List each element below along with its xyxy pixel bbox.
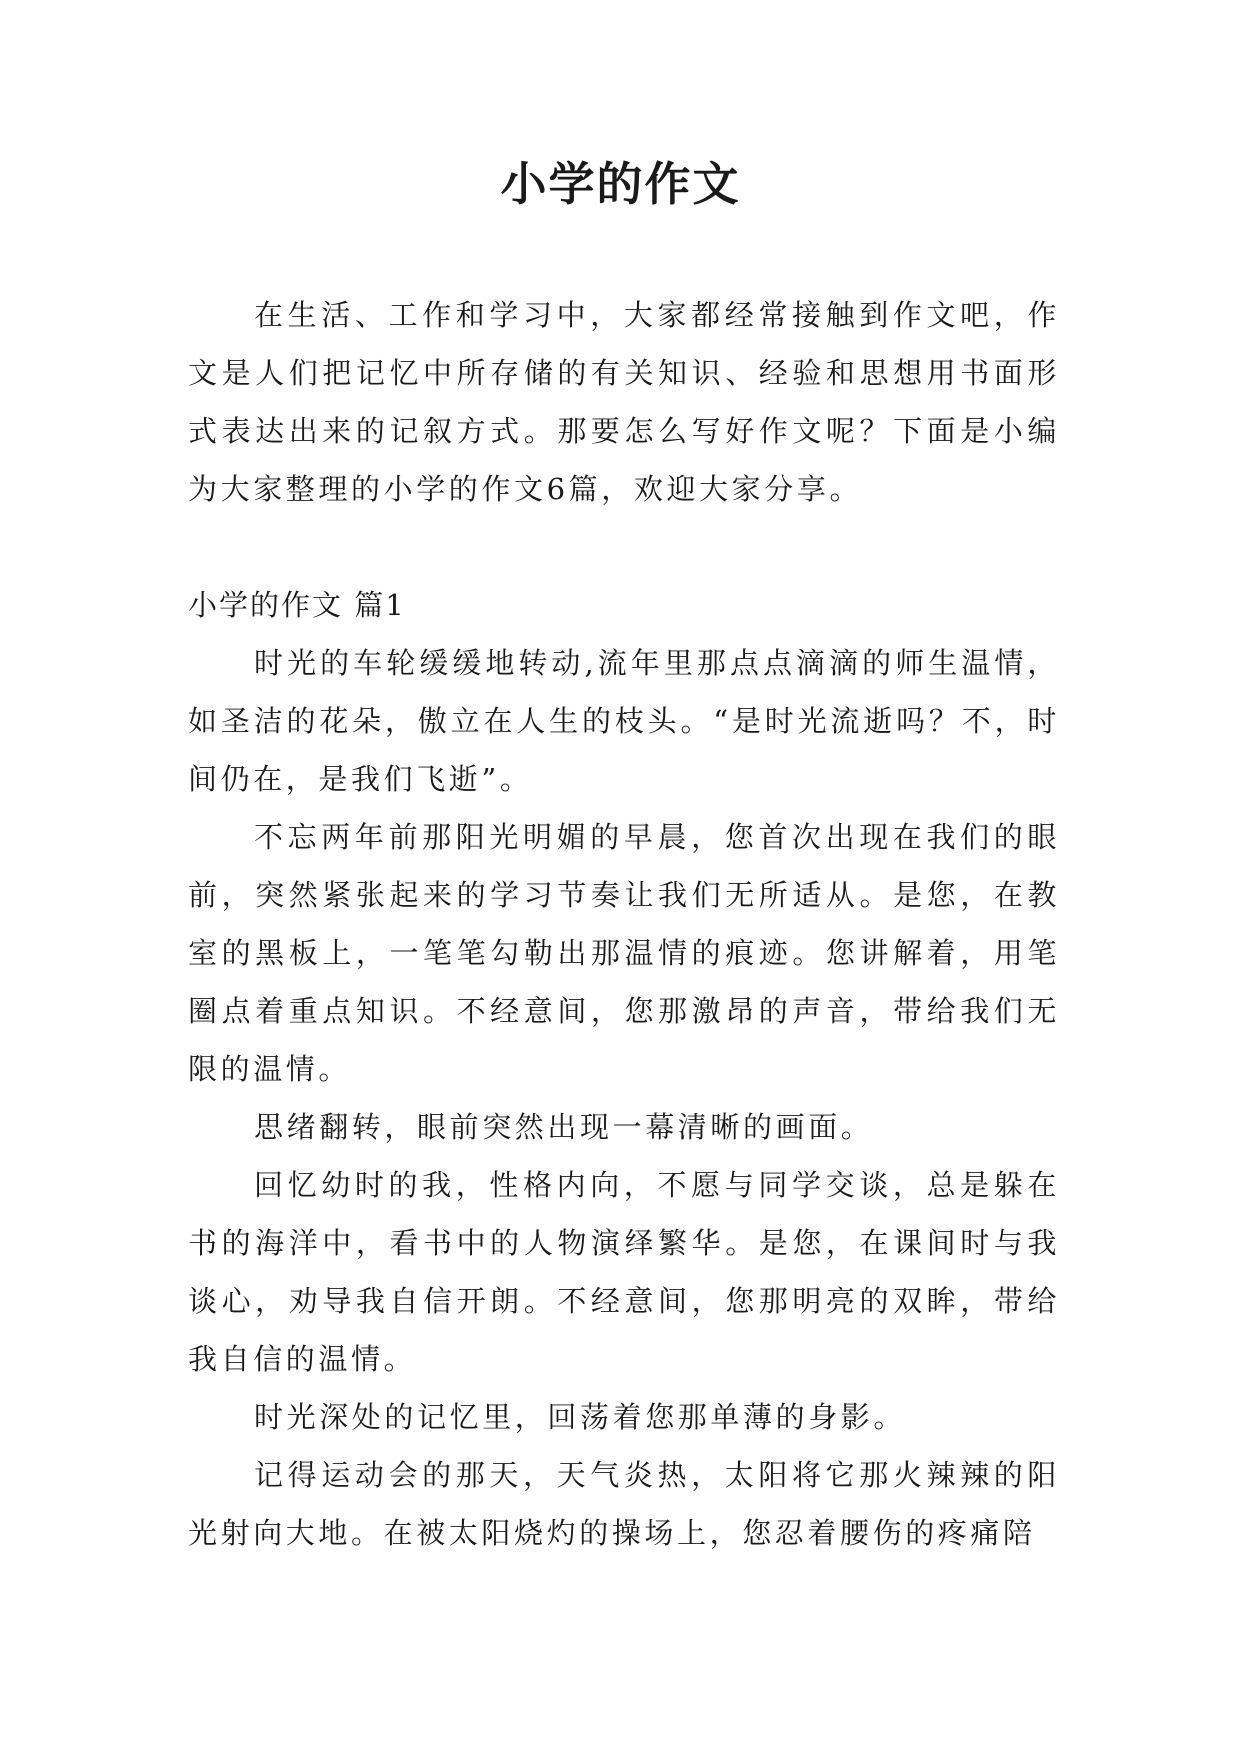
body-paragraph-1: 时光的车轮缓缓地转动,流年里那点点滴滴的师生温情，如圣洁的花朵，傲立在人生的枝头。“是时光流逝吗？不，时间仍在，是我们飞逝”。 [188, 646, 1060, 796]
body-paragraph-3: 思绪翻转，眼前突然出现一幕清晰的画面。 [254, 1110, 874, 1144]
body-paragraph-4: 回忆幼时的我，性格内向，不愿与同学交谈，总是躲在书的海洋中，看书中的人物演绎繁华。是您，在课间时与我谈心，劝导我自信开朗。不经意间，您那明亮的双眸，带给我自信的温情。 [188, 1168, 1060, 1376]
intro-paragraph: 在生活、工作和学习中，大家都经常接触到作文吧，作文是人们把记忆中所存储的有关知识、经验和思想用书面形式表达出来的记叙方式。那要怎么写好作文呢？下面是小编为大家整理的小学的作文6篇，欢迎大家分享。 [188, 298, 1060, 506]
body-paragraph-5: 时光深处的记忆里，回荡着您那单薄的身影。 [254, 1400, 907, 1434]
document-body [188, 286, 1060, 1562]
body-paragraph-6: 记得运动会的那天，天气炎热，太阳将它那火辣辣的阳光射向大地。在被太阳烧灼的操场上，您忍着腰伤的疼痛陪 [188, 1458, 1060, 1550]
document-title: 小学的作文 [500, 157, 741, 211]
section-heading: 小学的作文 篇1 [188, 588, 406, 622]
body-paragraph-2: 不忘两年前那阳光明媚的早晨，您首次出现在我们的眼前，突然紧张起来的学习节奏让我们无所适从。是您，在教室的黑板上，一笔笔勾勒出那温情的痕迹。您讲解着，用笔圈点着重点知识。不经意间，您那激昂的声音，带给我们无限的温情。 [188, 820, 1060, 1086]
